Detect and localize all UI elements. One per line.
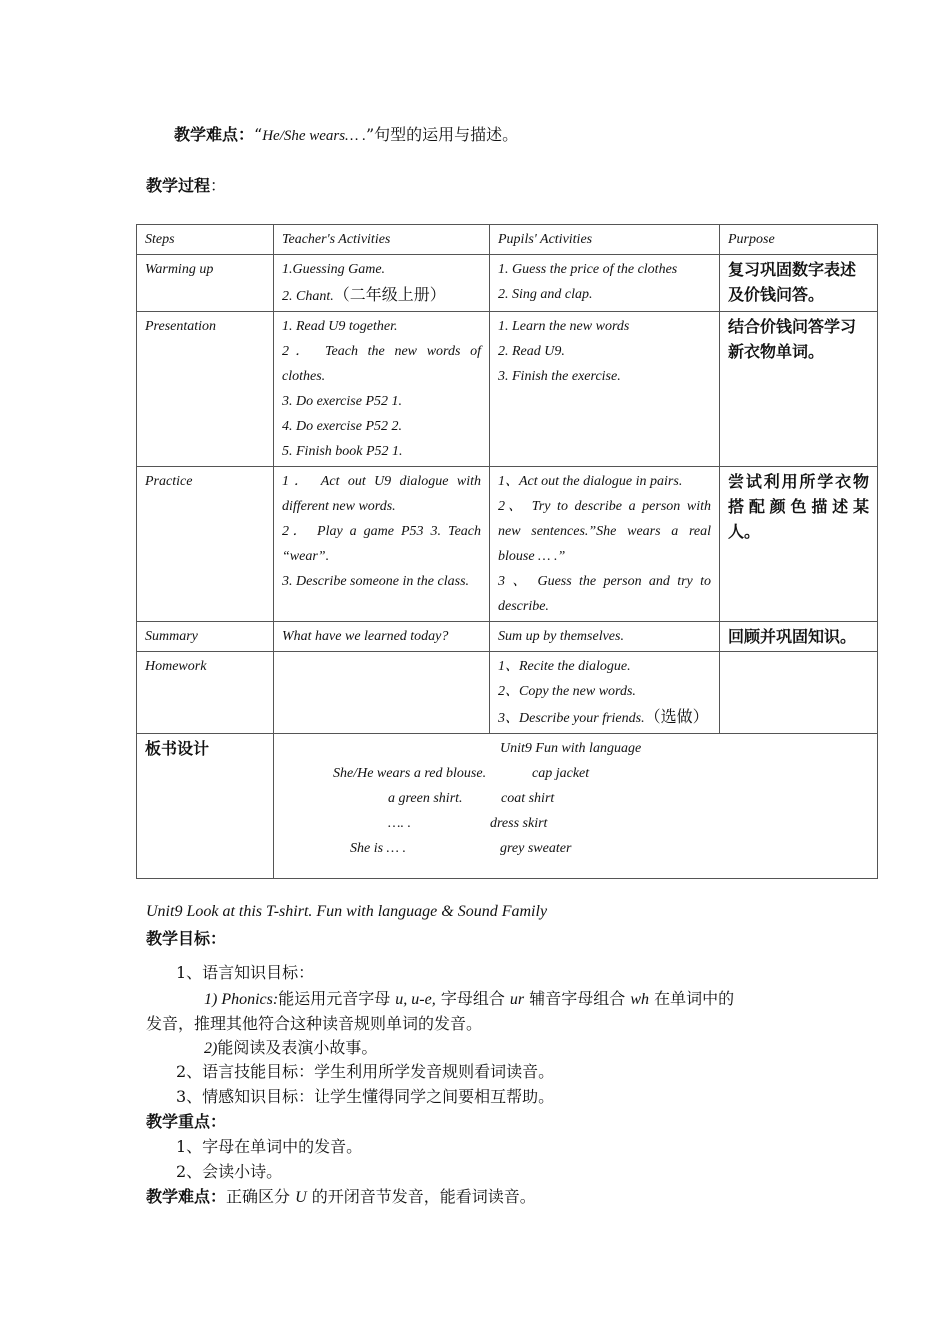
- activity-item: [498, 704, 711, 731]
- activity-item: 4. Do exercise P52 2.: [282, 419, 402, 434]
- goal-1a-continued: 发音，推理其他符合这种读音规则单词的发音。: [146, 1014, 483, 1033]
- activity-item: 3. Finish the exercise.: [498, 369, 621, 384]
- process-label: 教学过程: [146, 176, 211, 195]
- activity-note: （选做）: [644, 707, 709, 726]
- activity-item: 2． Play a game P53 3. Teach “wear”.: [282, 524, 481, 564]
- board-sentence: She/He wears a red blouse.: [333, 766, 487, 781]
- table-header-row: [137, 225, 878, 255]
- difficulty-text: ”句型的运用与描述。: [365, 125, 519, 144]
- activity-text: 3、Describe your friends.: [498, 711, 645, 726]
- purpose-cell: 结合价钱问答学习新衣物单词。: [720, 312, 878, 467]
- difficulty-text: 正确区分: [226, 1187, 296, 1206]
- goal-text: 能运用元音字母: [278, 989, 396, 1008]
- difficulty-bottom: [146, 1186, 536, 1209]
- table-row: [137, 652, 878, 734]
- step-presentation: Presentation: [137, 312, 274, 467]
- table-row: [137, 312, 878, 467]
- step-practice: Practice: [137, 467, 274, 622]
- difficulty-label: 教学难点：: [146, 1187, 227, 1206]
- lesson-plan-table: [136, 224, 878, 879]
- goal-1b: [204, 1037, 377, 1060]
- header-teacher: Teacher's Activities: [274, 225, 490, 255]
- board-sentence: She is … .: [350, 841, 406, 856]
- table-row: [137, 622, 878, 652]
- process-colon: ：: [210, 176, 227, 195]
- board-words: cap jacket: [532, 766, 590, 781]
- activity-item: 1. Read U9 together.: [282, 319, 398, 334]
- activity-item: 2． Teach the new words of clothes.: [282, 344, 481, 384]
- activity-item: 2、 Try to describe a person with new sentences.”She wears a real blouse … .”: [498, 499, 711, 564]
- board-sentence: …. .: [388, 816, 411, 831]
- key-point-2: 2、会读小诗。: [176, 1162, 283, 1181]
- table-row: [137, 255, 878, 312]
- board-words: grey sweater: [500, 841, 572, 856]
- difficulty-line: [174, 124, 518, 147]
- teacher-activities: [274, 652, 490, 734]
- goals-label: 教学目标：: [146, 929, 227, 948]
- board-design-row: [137, 734, 878, 879]
- difficulty-label: 教学难点：: [174, 125, 255, 144]
- purpose-cell: [720, 652, 878, 734]
- activity-item: 1． Act out U9 dialogue with different new words.: [282, 474, 481, 514]
- activity-item: 2. Sing and clap.: [498, 287, 593, 302]
- goal-number: 2): [204, 1040, 218, 1057]
- step-homework: Homework: [137, 652, 274, 734]
- activity-item: 3 、 Guess the person and try to describe.: [498, 574, 711, 614]
- board-design-label: 板书设计: [137, 734, 274, 879]
- board-design-content: [274, 734, 878, 879]
- pupils-activities: [490, 652, 720, 734]
- purpose-cell: 复习巩固数字表述及价钱问答。: [720, 255, 878, 312]
- activity-item: 1、Recite the dialogue.: [498, 659, 631, 674]
- key-points-label: 教学重点：: [146, 1112, 227, 1131]
- step-warming-up: Warming up: [137, 255, 274, 312]
- unit-title: Unit9 Look at this T-shirt. Fun with language & Sound Family: [146, 903, 548, 920]
- activity-item: 3. Do exercise P52 1.: [282, 394, 402, 409]
- goal-1: 1、语言知识目标：: [176, 963, 315, 982]
- goal-text: 字母组合: [435, 989, 510, 1008]
- teacher-activities: [274, 255, 490, 312]
- board-sentence: a green shirt.: [388, 791, 463, 806]
- purpose-cell: 尝试利用所学衣物搭配颜色描述某人。: [720, 467, 878, 622]
- step-summary: Summary: [137, 622, 274, 652]
- activity-item: 1. Guess the price of the clothes: [498, 262, 678, 277]
- activity-item: [282, 282, 481, 309]
- activity-item: 1.Guessing Game.: [282, 262, 386, 277]
- goal-letters: u, u-e,: [395, 991, 436, 1008]
- teacher-activities: What have we learned today?: [274, 622, 490, 652]
- pupils-activities: Sum up by themselves.: [490, 622, 720, 652]
- header-purpose: Purpose: [720, 225, 878, 255]
- difficulty-pattern: He/She wears… .: [262, 128, 366, 144]
- table-row: [137, 467, 878, 622]
- goal-letters: wh: [630, 991, 650, 1008]
- pupils-activities: [490, 467, 720, 622]
- goal-text: 能阅读及表演小故事。: [217, 1038, 378, 1057]
- teacher-activities: [274, 467, 490, 622]
- goal-1a: [204, 988, 734, 1011]
- activity-item: 1. Learn the new words: [498, 319, 630, 334]
- board-words: dress skirt: [490, 816, 548, 831]
- activity-item: 1、Act out the dialogue in pairs.: [498, 474, 683, 489]
- activity-text: 2. Chant.: [282, 289, 334, 304]
- teacher-activities: [274, 312, 490, 467]
- goal-text: 辅音字母组合: [524, 989, 631, 1008]
- goal-2: 2、语言技能目标：学生利用所学发音规则看词读音。: [176, 1062, 555, 1081]
- activity-note: （二年级上册）: [333, 285, 446, 304]
- activity-item: 3. Describe someone in the class.: [282, 574, 470, 589]
- activity-item: 2. Read U9.: [498, 344, 565, 359]
- board-title: Unit9 Fun with language: [500, 741, 642, 756]
- goal-3: 3、情感知识目标：让学生懂得同学之间要相互帮助。: [176, 1087, 555, 1106]
- header-steps: Steps: [137, 225, 274, 255]
- board-words: coat shirt: [501, 791, 555, 806]
- key-point-1: 1、字母在单词中的发音。: [176, 1137, 363, 1156]
- purpose-cell: 回顾并巩固知识。: [720, 622, 878, 652]
- goal-text: 在单词中的: [649, 989, 735, 1008]
- goal-letters: ur: [509, 991, 525, 1008]
- difficulty-quote-open: “: [254, 125, 263, 144]
- difficulty-text: 的开闭音节发音，能看词读音。: [306, 1187, 536, 1206]
- pupils-activities: [490, 312, 720, 467]
- difficulty-letter: U: [295, 1189, 307, 1206]
- process-line: [146, 175, 226, 197]
- phonics-label: 1) Phonics:: [204, 991, 279, 1008]
- header-pupils: Pupils' Activities: [490, 225, 720, 255]
- activity-item: 2、Copy the new words.: [498, 684, 636, 699]
- activity-item: 5. Finish book P52 1.: [282, 444, 403, 459]
- pupils-activities: [490, 255, 720, 312]
